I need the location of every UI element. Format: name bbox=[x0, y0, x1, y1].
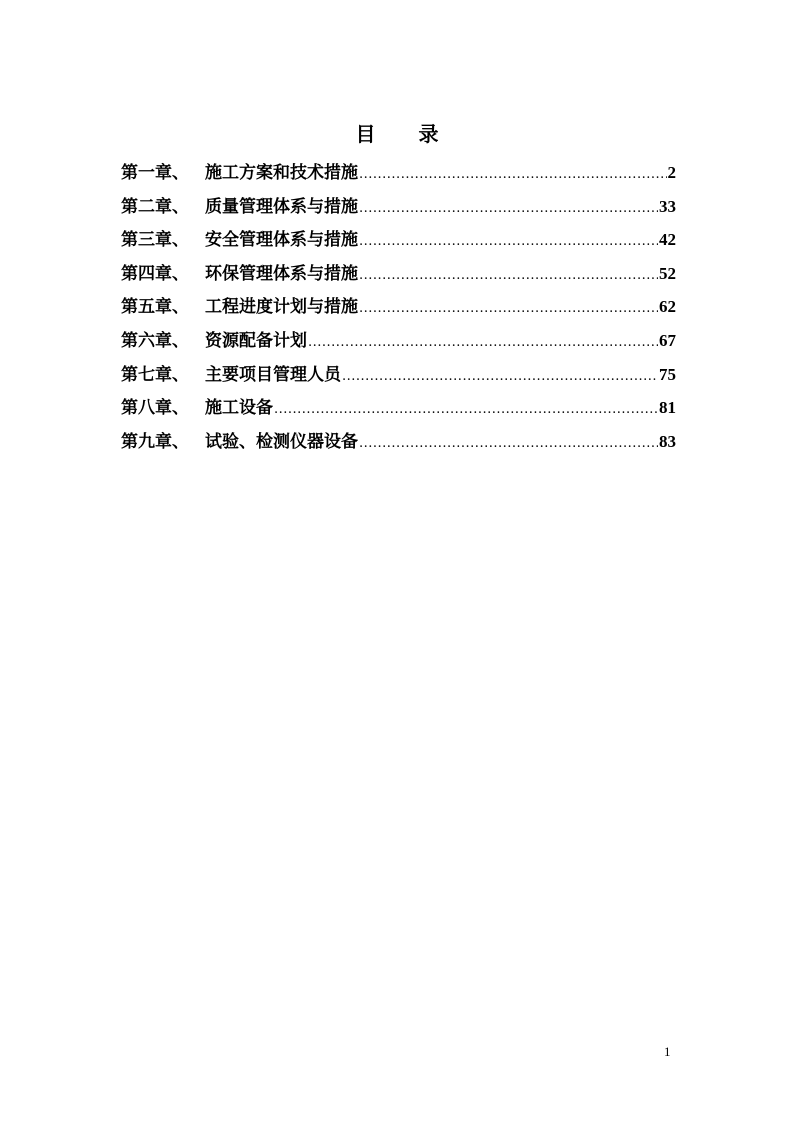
toc-chapter-label: 第八章、 bbox=[121, 398, 189, 419]
toc-chapter-label: 第二章、 bbox=[121, 196, 189, 217]
toc-page-number: 2 bbox=[667, 163, 676, 182]
toc-row[interactable] bbox=[121, 292, 676, 326]
toc-leader-dots bbox=[359, 167, 667, 182]
toc-row[interactable] bbox=[121, 393, 676, 427]
toc-row[interactable] bbox=[121, 360, 676, 394]
toc-page-number: 33 bbox=[659, 196, 676, 216]
toc-page-number: 81 bbox=[659, 398, 676, 418]
toc-row[interactable] bbox=[121, 259, 676, 293]
toc-chapter-label: 第九章、 bbox=[121, 431, 189, 452]
toc-chapter-label: 第五章、 bbox=[121, 297, 189, 318]
toc-page-number: 75 bbox=[659, 364, 676, 384]
toc-chapter-label: 第一章、 bbox=[121, 163, 189, 183]
toc-row[interactable] bbox=[121, 192, 676, 226]
toc-page-number: 52 bbox=[659, 263, 676, 283]
page-number: 1 bbox=[664, 1044, 671, 1059]
toc-leader-dots bbox=[359, 201, 658, 216]
toc-entry-title: 施工设备 bbox=[205, 398, 273, 419]
toc-leader-dots bbox=[359, 268, 658, 283]
toc-entry-title: 主要项目管理人员 bbox=[205, 364, 341, 385]
toc-leader-dots bbox=[274, 402, 658, 417]
toc-entry-title: 试验、检测仪器设备 bbox=[205, 431, 358, 452]
toc-leader-dots bbox=[359, 234, 658, 249]
toc-row[interactable] bbox=[121, 158, 676, 192]
toc-entry-title: 质量管理体系与措施 bbox=[205, 196, 358, 217]
toc-list bbox=[121, 158, 676, 460]
toc-row[interactable] bbox=[121, 225, 676, 259]
toc-leader-dots bbox=[342, 369, 658, 384]
toc-page-number: 67 bbox=[659, 330, 676, 350]
toc-entry-title: 施工方案和技术措施 bbox=[205, 163, 358, 183]
toc-title: 目 录 bbox=[355, 122, 457, 146]
toc-page-number: 42 bbox=[659, 230, 676, 250]
toc-chapter-label: 第六章、 bbox=[121, 330, 189, 351]
toc-chapter-label: 第七章、 bbox=[121, 364, 189, 385]
toc-leader-dots bbox=[359, 301, 658, 316]
toc-row[interactable] bbox=[121, 326, 676, 360]
toc-entry-title: 环保管理体系与措施 bbox=[205, 263, 358, 284]
toc-entry-title: 工程进度计划与措施 bbox=[205, 297, 358, 318]
toc-row[interactable] bbox=[121, 427, 676, 461]
toc-entry-title: 安全管理体系与措施 bbox=[205, 230, 358, 251]
toc-page-number: 62 bbox=[659, 297, 676, 317]
toc-entry-title: 资源配备计划 bbox=[205, 330, 307, 351]
toc-leader-dots bbox=[359, 436, 658, 451]
toc-leader-dots bbox=[308, 335, 658, 350]
toc-chapter-label: 第三章、 bbox=[121, 230, 189, 251]
toc-chapter-label: 第四章、 bbox=[121, 263, 189, 284]
toc-page-number: 83 bbox=[659, 431, 676, 451]
